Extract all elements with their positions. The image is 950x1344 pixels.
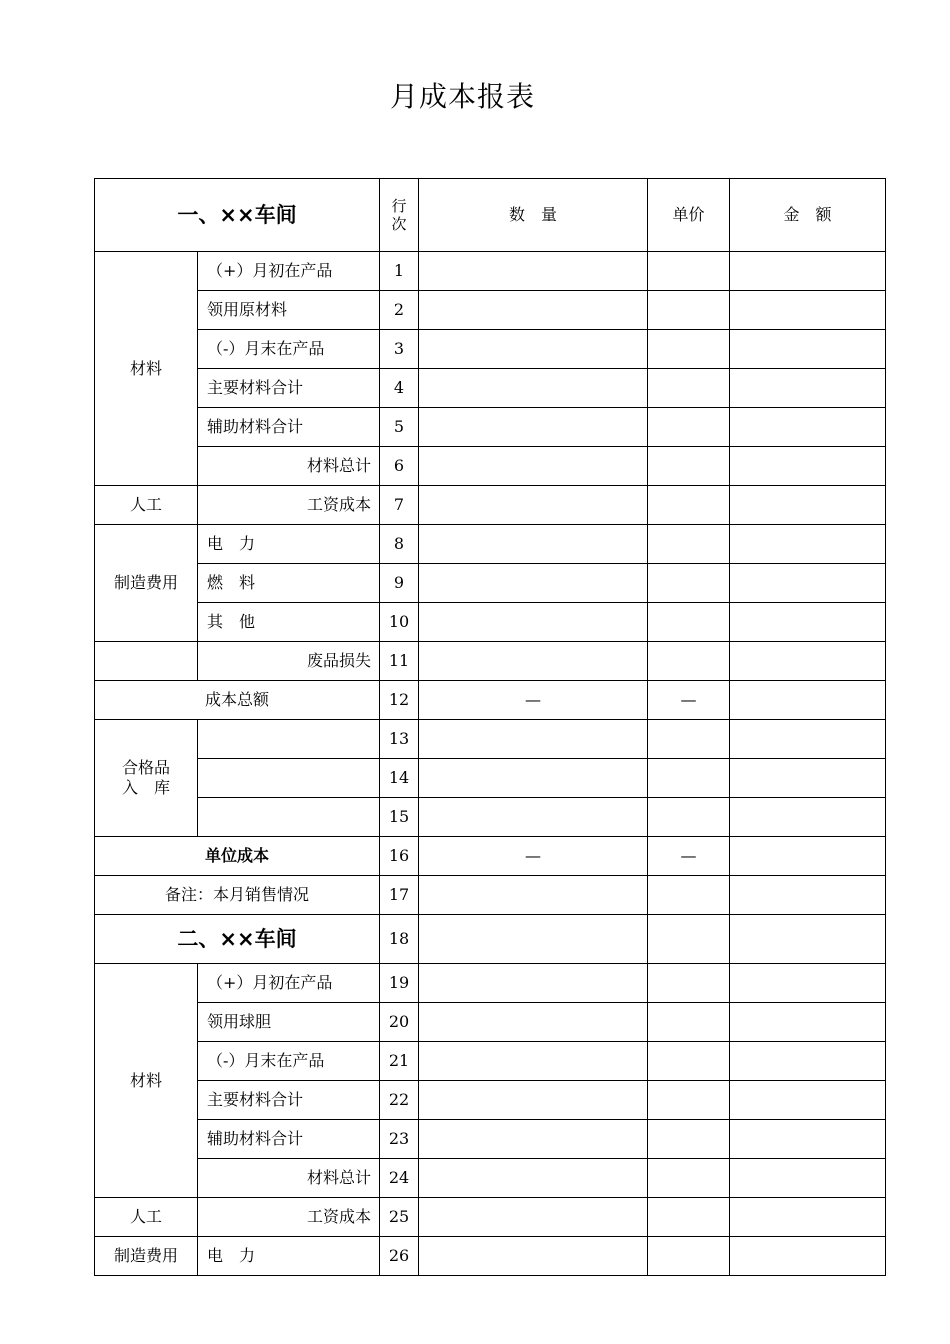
row-label: （+）月初在产品	[198, 964, 380, 1003]
amount-cell[interactable]	[730, 1003, 886, 1042]
table-row	[95, 1120, 886, 1159]
quantity-cell: —	[419, 837, 648, 876]
table-row	[95, 1237, 886, 1276]
quantity-cell[interactable]	[419, 642, 648, 681]
row-label: 辅助材料合计	[198, 408, 380, 447]
amount-cell[interactable]	[730, 964, 886, 1003]
row-label: 工资成本	[198, 1198, 380, 1237]
qualified-group-label: 合格品 入 库	[95, 720, 198, 837]
unit-price-cell[interactable]	[648, 408, 730, 447]
mfg-group-label: 制造费用	[95, 1237, 198, 1276]
quantity-cell[interactable]	[419, 915, 648, 964]
row-label: （-）月末在产品	[198, 330, 380, 369]
quantity-cell[interactable]	[419, 759, 648, 798]
amount-cell[interactable]	[730, 1237, 886, 1276]
quantity-cell[interactable]	[419, 525, 648, 564]
row-number: 4	[380, 369, 419, 408]
row-label: 燃 料	[198, 564, 380, 603]
amount-cell[interactable]	[730, 798, 886, 837]
unit-price-cell[interactable]	[648, 603, 730, 642]
mfg-group-label: 制造费用	[95, 525, 198, 642]
row-label: 工资成本	[198, 486, 380, 525]
unit-price-cell[interactable]	[648, 759, 730, 798]
unit-price-cell[interactable]	[648, 369, 730, 408]
row-label[interactable]	[198, 720, 380, 759]
section-2-header-row	[95, 915, 886, 964]
unit-price-cell[interactable]	[648, 1042, 730, 1081]
quantity-header: 数 量	[419, 179, 648, 252]
quantity-cell[interactable]	[419, 1003, 648, 1042]
amount-cell[interactable]	[730, 1081, 886, 1120]
unit-price-cell[interactable]	[648, 330, 730, 369]
row-number: 15	[380, 798, 419, 837]
row-label: 主要材料合计	[198, 1081, 380, 1120]
table-row	[95, 369, 886, 408]
header-row	[95, 179, 886, 252]
table-row	[95, 720, 886, 759]
unit-price-cell[interactable]	[648, 964, 730, 1003]
row-label: （-）月末在产品	[198, 1042, 380, 1081]
amount-cell[interactable]	[730, 1042, 886, 1081]
row-number: 13	[380, 720, 419, 759]
unit-price-cell: —	[648, 681, 730, 720]
row-number: 7	[380, 486, 419, 525]
table-row	[95, 964, 886, 1003]
section-1-title: 一、××车间	[95, 179, 380, 252]
quantity-cell[interactable]	[419, 408, 648, 447]
amount-cell[interactable]	[730, 603, 886, 642]
quantity-cell[interactable]	[419, 1042, 648, 1081]
amount-header: 金 额	[730, 179, 886, 252]
row-label[interactable]	[198, 759, 380, 798]
amount-cell[interactable]	[730, 408, 886, 447]
unit-price-cell[interactable]	[648, 915, 730, 964]
labor-group-label: 人工	[95, 486, 198, 525]
table-row	[95, 330, 886, 369]
quantity-cell[interactable]	[419, 964, 648, 1003]
amount-cell[interactable]	[730, 291, 886, 330]
table-row	[95, 447, 886, 486]
amount-cell[interactable]	[730, 681, 886, 720]
table-row	[95, 1003, 886, 1042]
row-number: 24	[380, 1159, 419, 1198]
row-label: 领用原材料	[198, 291, 380, 330]
quantity-cell[interactable]	[419, 1081, 648, 1120]
quantity-cell[interactable]	[419, 1198, 648, 1237]
unit-price-cell[interactable]	[648, 720, 730, 759]
row-label: 材料总计	[198, 1159, 380, 1198]
amount-cell[interactable]	[730, 564, 886, 603]
empty-group-cell	[95, 642, 198, 681]
quantity-cell[interactable]	[419, 330, 648, 369]
unit-price-cell[interactable]	[648, 1198, 730, 1237]
quantity-cell[interactable]	[419, 1237, 648, 1276]
amount-cell[interactable]	[730, 486, 886, 525]
quantity-cell[interactable]	[419, 876, 648, 915]
row-label[interactable]	[198, 798, 380, 837]
row-label: 电 力	[198, 1237, 380, 1276]
row-number: 25	[380, 1198, 419, 1237]
row-label: 主要材料合计	[198, 369, 380, 408]
labor-group-label: 人工	[95, 1198, 198, 1237]
row-label: 电 力	[198, 525, 380, 564]
table-row	[95, 1159, 886, 1198]
quantity-cell[interactable]	[419, 720, 648, 759]
material-group-label: 材料	[95, 252, 198, 486]
unit-price-cell[interactable]	[648, 252, 730, 291]
table-row	[95, 486, 886, 525]
quantity-cell[interactable]	[419, 447, 648, 486]
amount-cell[interactable]	[730, 720, 886, 759]
table-row	[95, 408, 886, 447]
unit-price-cell[interactable]	[648, 876, 730, 915]
unit-price-cell[interactable]	[648, 1120, 730, 1159]
row-label: 废品损失	[198, 642, 380, 681]
quantity-cell[interactable]	[419, 603, 648, 642]
table-row	[95, 564, 886, 603]
material-group-label: 材料	[95, 964, 198, 1198]
unit-price-cell[interactable]	[648, 486, 730, 525]
row-label: 材料总计	[198, 447, 380, 486]
amount-cell[interactable]	[730, 525, 886, 564]
table-row	[95, 759, 886, 798]
row-label: 其 他	[198, 603, 380, 642]
row-number: 22	[380, 1081, 419, 1120]
row-number: 26	[380, 1237, 419, 1276]
table-row	[95, 603, 886, 642]
row-number: 20	[380, 1003, 419, 1042]
row-number: 3	[380, 330, 419, 369]
quantity-cell[interactable]	[419, 1159, 648, 1198]
amount-cell[interactable]	[730, 330, 886, 369]
row-number: 21	[380, 1042, 419, 1081]
row-number: 5	[380, 408, 419, 447]
unit-price-header: 单价	[648, 179, 730, 252]
unit-price-cell[interactable]	[648, 1159, 730, 1198]
unit-price-cell[interactable]	[648, 1003, 730, 1042]
row-number: 12	[380, 681, 419, 720]
table-row	[95, 525, 886, 564]
row-number: 18	[380, 915, 419, 964]
row-number: 9	[380, 564, 419, 603]
row-number: 8	[380, 525, 419, 564]
quantity-cell[interactable]	[419, 564, 648, 603]
row-number: 11	[380, 642, 419, 681]
row-number: 19	[380, 964, 419, 1003]
unit-price-cell: —	[648, 837, 730, 876]
table-row	[95, 1042, 886, 1081]
unit-price-cell[interactable]	[648, 525, 730, 564]
amount-cell[interactable]	[730, 876, 886, 915]
row-label: 成本总额	[95, 681, 380, 720]
row-number: 14	[380, 759, 419, 798]
table-row	[95, 798, 886, 837]
unit-price-cell[interactable]	[648, 642, 730, 681]
amount-cell[interactable]	[730, 369, 886, 408]
amount-cell[interactable]	[730, 759, 886, 798]
quantity-cell[interactable]	[419, 252, 648, 291]
amount-cell[interactable]	[730, 1198, 886, 1237]
quantity-cell[interactable]	[419, 798, 648, 837]
row-number: 23	[380, 1120, 419, 1159]
quantity-cell[interactable]	[419, 486, 648, 525]
table-row	[95, 252, 886, 291]
cost-report-table	[94, 178, 886, 1276]
amount-cell[interactable]	[730, 252, 886, 291]
row-no-header: 行 次	[380, 179, 419, 252]
table-row	[95, 1198, 886, 1237]
row-number: 10	[380, 603, 419, 642]
row-label: 领用球胆	[198, 1003, 380, 1042]
page-title: 月成本报表	[389, 80, 535, 113]
unit-price-cell[interactable]	[648, 798, 730, 837]
table-row	[95, 291, 886, 330]
amount-cell[interactable]	[730, 1120, 886, 1159]
row-label: 单位成本	[95, 837, 380, 876]
row-number: 17	[380, 876, 419, 915]
unit-price-cell[interactable]	[648, 291, 730, 330]
table-row	[95, 837, 886, 876]
row-number: 1	[380, 252, 419, 291]
amount-cell[interactable]	[730, 1159, 886, 1198]
quantity-cell[interactable]	[419, 291, 648, 330]
amount-cell[interactable]	[730, 447, 886, 486]
row-number: 6	[380, 447, 419, 486]
table-row	[95, 681, 886, 720]
amount-cell[interactable]	[730, 837, 886, 876]
row-number: 16	[380, 837, 419, 876]
table-row	[95, 876, 886, 915]
row-label: 辅助材料合计	[198, 1120, 380, 1159]
table-row	[95, 642, 886, 681]
unit-price-cell[interactable]	[648, 447, 730, 486]
row-label: 备注：本月销售情况	[95, 876, 380, 915]
unit-price-cell[interactable]	[648, 564, 730, 603]
amount-cell[interactable]	[730, 642, 886, 681]
amount-cell[interactable]	[730, 915, 886, 964]
unit-price-cell[interactable]	[648, 1081, 730, 1120]
quantity-cell[interactable]	[419, 369, 648, 408]
quantity-cell[interactable]	[419, 1120, 648, 1159]
row-label: （+）月初在产品	[198, 252, 380, 291]
table-row	[95, 1081, 886, 1120]
unit-price-cell[interactable]	[648, 1237, 730, 1276]
quantity-cell: —	[419, 681, 648, 720]
section-2-title: 二、××车间	[95, 915, 380, 964]
row-number: 2	[380, 291, 419, 330]
